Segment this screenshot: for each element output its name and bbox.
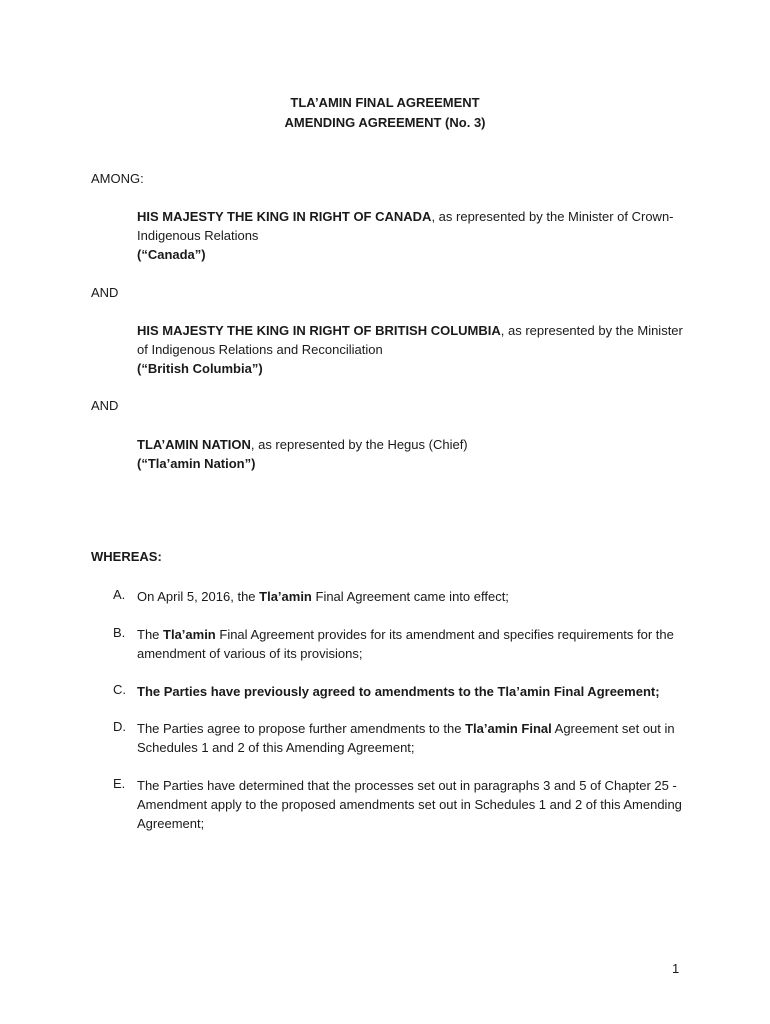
clause-e xyxy=(137,776,697,833)
clause-b xyxy=(137,625,697,663)
party-representative: , as represented by the Minister of Indigenous Relations and Reconciliation xyxy=(137,323,683,357)
among-label: AMONG: xyxy=(91,171,144,186)
clause-letter: D. xyxy=(113,719,126,734)
party-name: HIS MAJESTY THE KING IN RIGHT OF BRITISH COLUMBIA xyxy=(137,323,501,338)
party-short-name: (“British Columbia”) xyxy=(137,361,263,376)
clause-bold-text: Tla’amin xyxy=(259,589,312,604)
and-label: AND xyxy=(91,285,119,300)
whereas-label: WHEREAS: xyxy=(91,549,162,564)
party-name: HIS MAJESTY THE KING IN RIGHT OF CANADA xyxy=(137,209,432,224)
clause-letter: C. xyxy=(113,682,126,697)
clause-bold-text: The Parties have previously agreed to amendments to the Tla’amin Final Agreement; xyxy=(137,684,660,699)
party-tlaamin-nation xyxy=(137,435,697,473)
and-label: AND xyxy=(91,398,119,413)
page-number: 1 xyxy=(672,961,680,976)
clause-text: The xyxy=(137,627,164,642)
clause-letter: B. xyxy=(113,625,126,640)
party-short-name: (“Canada”) xyxy=(137,247,206,262)
clause-d xyxy=(137,719,697,757)
party-short-name: (“Tla’amin Nation”) xyxy=(137,456,256,471)
clause-text: The Parties agree to propose further amendments to the xyxy=(137,721,466,736)
clause-text: Agreement set out in Schedules 1 and 2 of this Amending Agreement; xyxy=(137,721,675,755)
party-representative: , as represented by the Hegus (Chief) xyxy=(250,437,468,452)
clause-c xyxy=(137,682,697,701)
party-representative: , as represented by the Minister of Crown-Indigenous Relations xyxy=(137,209,674,243)
clause-text: On April 5, 2016, the xyxy=(137,589,260,604)
title-line-2: AMENDING AGREEMENT (No. 3) xyxy=(284,115,486,130)
clause-bold-text: Tla’amin xyxy=(163,627,216,642)
party-name: TLA’AMIN NATION xyxy=(137,437,251,452)
clause-bold-text: Tla’amin Final xyxy=(465,721,552,736)
clause-text: Final Agreement provides for its amendment and specifies requirements for the amendment of various of its provisions; xyxy=(137,627,674,661)
clause-a xyxy=(137,587,697,606)
party-canada xyxy=(137,207,697,264)
clause-letter: A. xyxy=(113,587,126,602)
clause-text: The Parties have determined that the processes set out in paragraphs 3 and 5 of Chapter 25 - Amendment apply to the proposed amendments set out in Schedules 1 and 2 of this Amending Agreement; xyxy=(137,778,682,831)
clause-letter: E. xyxy=(113,776,126,791)
title-line-1: TLA’AMIN FINAL AGREEMENT xyxy=(290,95,480,110)
clause-text: Final Agreement came into effect; xyxy=(311,589,509,604)
party-british-columbia xyxy=(137,321,697,378)
